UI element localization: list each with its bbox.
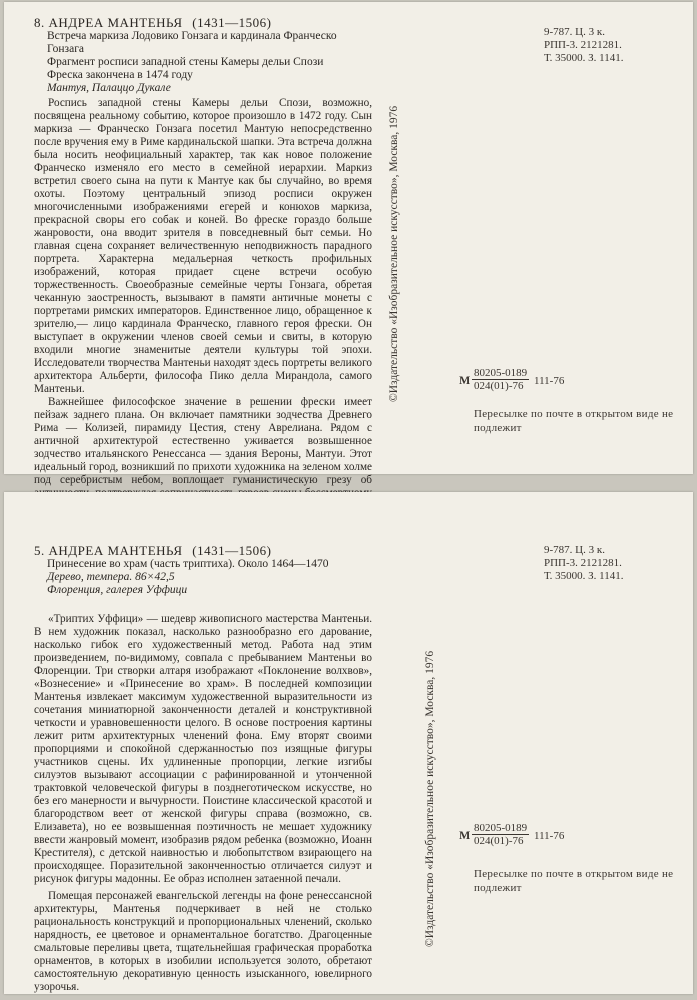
info-line: Т. 35000. З. 1141. [544,52,624,64]
code-suffix: 111-76 [534,375,565,387]
card-heading [34,16,372,30]
info-line: 9-787. Ц. 3 к. [544,544,605,556]
subtitle-line: Фреска закончена в 1474 году [47,69,193,81]
card-text-column [34,544,372,994]
artwork-subtitle [47,30,372,95]
postcard-top [4,2,693,486]
artwork-subtitle [47,558,372,597]
code-fraction [472,367,529,392]
description-paragraph: Важнейшее философское значение в решении фрески имеет пейзаж заднего плана. Он включает памятники зодчества Древнего Рима — Колизей, пирамиду Цестия, стену Аврелиана. Рядом с античной архитектурой естественно уживается возвышенное зодчество итальянского Ренессанса — здания Вероны, Мантуи. Этот идеальный город, возникший по прихоти художника на зеленом холме под серебристым небом, воплощает гуманистическую грезу об [34,396,372,486]
code-denominator: 024(01)-76 [474,380,524,392]
publisher-vertical-text: ©Издательство «Изобразительное искусство», Москва, 1976 [424,650,436,947]
postcard-bottom [4,492,693,994]
print-info [544,26,623,65]
description-paragraph: Помещая персонажей евангельской легенды на фоне ренессансной архитектуры, Мантенья подчеркивает в ней не столько рациональность конструкций и пропорциональных членений, сколько нарядность, ее цветовое и орнаментальное богатство. Драгоценные смальтовые переливы цвета, тщательнейшая графическая проработка орнаментов, в которых в изобилии используется золото, обретают самостоятельную декоративную ценность изысканного, ювелирного узорочья. [34,890,372,993]
artist-name: АНДРЕА МАНТЕНЬЯ [48,543,183,558]
artist-dates: (1431—1506) [192,543,272,558]
subtitle-line: Фрагмент росписи западной стены Камеры дельи Спози [47,56,324,68]
info-line: 9-787. Ц. 3 к. [544,26,605,38]
artist-name: АНДРЕА МАНТЕНЬЯ [48,15,183,30]
description-text [34,613,372,994]
artwork-location: Мантуя, Палаццо Дукале [47,82,171,94]
subtitle-line: Принесение во храм (часть триптиха). Около 1464—1470 [47,558,329,570]
postal-note: Пересылке по почте в открытом виде не подлежит [474,868,674,894]
code-numerator: 80205-0189 [474,367,528,379]
catalog-code [459,367,639,399]
info-line: РПП-3. 2121281. [544,557,622,569]
code-letter: М [459,828,471,842]
card-text-column [34,16,372,513]
code-letter: М [459,373,471,387]
artwork-medium: Дерево, темпера. 86×42,5 [47,571,175,583]
code-fraction [472,822,529,847]
info-line: РПП-3. 2121281. [544,39,622,51]
artist-dates: (1431—1506) [192,15,272,30]
code-suffix: 111-76 [534,830,565,842]
card-number: 5. [34,543,45,558]
subtitle-line: Гонзага [47,43,85,55]
description-text [34,97,372,513]
code-denominator: 024(01)-76 [474,835,524,847]
code-numerator: 80205-0189 [474,822,528,834]
publisher-vertical-text: ©Издательство «Изобразительное искусство», Москва, 1976 [388,105,400,402]
print-info [544,544,623,583]
artwork-location: Флоренция, галерея Уффици [47,584,188,596]
description-paragraph: «Триптих Уффици» — шедевр живописного мастерства Мантеньи. В нем художник показал, насколько разнообразно его дарование, насколько гибок его художественный метод. Работа над этим произведением, по-видимому, совпала с пребыванием Мантеньи во Флоренции. Три створки алтаря изображают «Поклонение волхвов», «Вознесение» и «Принесение во храм». В последней композиции Мантенья извлекает максимум художественной выразительности из сочетания миниатюрной законченности деталей и конструктивной четкости и уравновешенности целого. В основе построения картины лежит ритм архитектурных членений фона. Ему вторят своими пропорциями и спокойной сдержанностью поз изящные фигуры участников сцены. Их удлиненные пропорции, легкие изгибы силуэтов вызывают ассоциации с рафинированной и утонченной трактовкой человеческой фигуры в позднеготическом искусстве, но без его манерности и вычурности. Поистине классической красотой и благородством веет от женской фигуры справа (возможно, св. Елизавета), но ее возвышенная поэтичность не мешает художнику ввести жанровый момент, изобразив рядом ребенка (возможно, Иоанн Крестителя), с детской наивностью и любопытством взирающего на происходящее. Поразительной законченностью отличается силуэт и рисунок фигуры мадонны. Ее образ исполнен затаенной печали. [34,613,372,885]
card-number: 8. [34,15,45,30]
info-line: Т. 35000. З. 1141. [544,570,624,582]
subtitle-line: Встреча маркиза Лодовико Гонзага и кардинала Франческо [47,30,337,42]
description-paragraph: Роспись западной стены Камеры дельи Спози, возможно, посвящена реальному событию, которое произошло в 1472 году. Сын маркиза — Франческо Гонзага посетил Мантую непосредственно после вручения ему в Риме кардинальской шапки. Эта встреча должна была носить неофициальный характер, так как новое положение Франческо изменяло его место в семейной иерархии. Маркиз встретил своего сына на пути к Мантуе как бы случайно, во время охоты. Поэтому центральный эпизод росписи окружен многочисленными изображениями егерей и конюхов маркиза, прекрасной своры его собак и коней. Во фреске гораздо больше жанровости, она вводит зрителя в повседневный быт семьи. Но главная сцена сохраняет величественную неподвижность парадного портрета. Характерна медальерная четкость профильных изображений, которая придает сцене встречи особую торжественность. Своеобразные семейные черты Гонзага, обретая чеканную заостренность, вызывают в памяти античные монеты с портретами римских императоров. Единственное лицо, обращенное к зрителю,— лицо кардинала Франческо, главного героя фрески. Он выступает в окружении членов своей семьи и свиты, в которую входили многие знаменитые деятели культуры той эпохи. Исследователи творчества Мантеньи находят здесь портреты великого архитектора Альберти, философа Пико делла Мирандола, самого Мантеньи. [34,97,372,395]
postal-note: Пересылке по почте в открытом виде не подлежит [474,408,674,434]
catalog-code [459,822,639,854]
card-heading [34,544,372,558]
